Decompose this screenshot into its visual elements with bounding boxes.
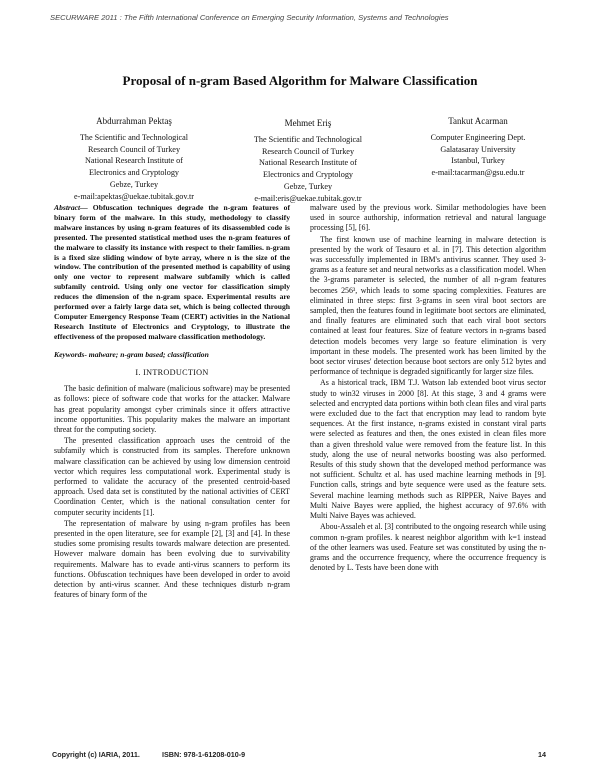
- author-block-2: [228, 118, 388, 205]
- author-block-3: [398, 116, 558, 179]
- author-affiliation-line: Electronics and Cryptology: [88, 168, 180, 178]
- abstract: [54, 203, 290, 342]
- footer-isbn: ISBN: 978-1-61208-010-9: [162, 750, 246, 759]
- right-column: [310, 203, 546, 574]
- author-name: Tankut Acarman: [448, 116, 508, 126]
- author-block-1: [54, 116, 214, 203]
- author-affiliation-line: Research Council of Turkey: [261, 146, 355, 156]
- author-email: e-mail:eris@uekae.tubitak.gov.tr: [254, 193, 362, 203]
- paragraph: As a historical track, IBM T.J. Watson lab extended boot virus sector study to win32 viruses in 2000 [8]. At this stage, 3 and 4 grams were selected and encrypted data portions within both clean files and viral parts were excluded due to the fact that encryption may lead to random byte sequences. At the first instance, n-grams existed in constant viral parts were selected as features and then, the ones existed in clean files more than a given threshold value were removed from the feature list. In this study, along the use of neural networks boosting was also performed. Results of this study shown that the developed method performance was not sufficient. Schultz et al. has used machine learning methods in [9]. Function calls, strings and byte sequence were used as the feature sets. Several machine learning methods such as RIPPER, Naive Bayes and Multi Naive Bayes were applied, the highest accuracy of 97.6% with Multi Naive Bayes was achieved.: [310, 378, 546, 521]
- paragraph: Abou-Assaleh et al. [3] contributed to the ongoing research while using common n-gram profiles. k nearest neighbor algorithm with k=1 instead of the other learners was used. Feature set was constituted by using the n-grams and the occurrence frequency, where the occurrence frequency is denoted by L. Tests have been done with: [310, 522, 546, 573]
- author-affiliation-line: Gebze, Turkey: [283, 181, 333, 191]
- author-affiliation-line: National Research Institute of: [259, 158, 357, 168]
- paper-title: Proposal of n-gram Based Algorithm for Malware Classification: [122, 73, 478, 88]
- author-email: e-mail:tacarman@gsu.edu.tr: [431, 168, 525, 178]
- paragraph: The representation of malware by using n-gram profiles has been presented in the open literature, see for example [2], [3] and [4]. In these studies some promising results towards malware detection are presented. However malware domain has been evolving due to survivability requirements. Malware has to evade anti-virus scanners to perform its functions. Obfuscation techniques have been developed in order to avoid detection by anti-virus scanner. And these techniques disturb n-gram features of binary form of the: [54, 518, 290, 600]
- author-affiliation-line: The Scientific and Technological: [79, 132, 189, 142]
- paragraph: The first known use of machine learning in malware detection is presented by the work of Tesauro et al. in [7]. This detection algorithm was successfully implemented in IBM's antivirus scanner. They used 3-grams as a feature set and neural networks as a classification model. When the 3-grams parameter is selected, the number of all n-gram features becomes 256³, which leads to some spacing complexities. Features are eliminated in three steps: first 3-grams in seen viral boot sectors are sampled, then the features found in legitimate boot sectors are eliminated, and finally features are eliminated such that each viral boot sectors contained at least four features. Size of feature vectors in n-grams based detection models becomes very large so feature elimination is very important in these models. The presented work has been limited by the boot sector viruses' detection because boot sectors are only 512 bytes and performance of technique is degraded significantly for larger size files.: [310, 234, 546, 377]
- author-affiliation-line: Research Council of Turkey: [87, 144, 181, 154]
- author-affiliation-line: The Scientific and Technological: [253, 134, 363, 144]
- left-column: [54, 203, 290, 601]
- author-name: Mehmet Eriş: [284, 118, 332, 128]
- paragraph: The basic definition of malware (malicious software) may be presented as follows: piece of software code that works for the attacker. Malware has great popularity amongst cyber criminals since it offers attractive income opportunities. This popularity makes the malware an important threat for the computing society.: [54, 384, 290, 434]
- footer-copyright: Copyright (c) IARIA, 2011.: [52, 750, 140, 759]
- author-affiliation-line: Galatasaray University: [440, 144, 516, 154]
- paragraph: malware used by the previous work. Similar methodologies have been used in source authorship, information retrieval and natural language processing [5], [6].: [310, 203, 546, 233]
- author-affiliation-line: Electronics and Cryptology: [262, 170, 354, 180]
- paragraph: The presented classification approach uses the centroid of the subfamily which is constructed from its samples. Therefore unknown malware classification can be achieved by using low dimension centroid vector which requires less computational work. Experimental study is performed to validate the accuracy of the presented centroid-based approach. Used data set is constituted by the national activities of CERT Coordination Center, which is the national consultation center for computer security incidents [1].: [54, 436, 290, 517]
- footer-page-number: 14: [538, 750, 546, 759]
- author-affiliation-line: Computer Engineering Dept.: [430, 132, 526, 142]
- author-affiliation-line: Gebze, Turkey: [109, 179, 159, 189]
- author-name: Abdurrahman Pektaş: [96, 116, 172, 126]
- section-heading: I. INTRODUCTION: [135, 367, 209, 377]
- abstract-label: Abstract—: [54, 203, 88, 212]
- keywords: Keywords- malware; n-gram based; classification: [54, 349, 209, 359]
- author-email: e-mail:apektas@uekae.tubitak.gov.tr: [74, 191, 194, 201]
- author-affiliation-line: Istanbul, Turkey: [451, 156, 505, 166]
- author-affiliation-line: National Research Institute of: [85, 156, 183, 166]
- abstract-text: Obfuscation techniques degrade the n-gram features of binary form of the malware. In this study, methodology to classify malware instances by using n-gram features of its disassembled code is presented. The presented statistical method uses the n-gram features of the malware to classify its instance with respect to their families. n-gram is a fixed size sliding window of byte array, where n is the size of the window. The contribution of the presented method is capability of using only one vector to represent malware subfamily which is called subfamily centroid. Using only one vector for classification simply reduces the dimension of the n-gram space. Experimental results are performed over a fairly large data set, which is being collected through Computer Emergency Response Team (CERT) activities in the National Research Institute of Electronics and Cryptology, to illustrate the effectiveness of the proposed malware classification methodology.: [54, 203, 290, 341]
- running-header: SECURWARE 2011 : The Fifth International Conference on Emerging Security Information, Systems and Technologies: [50, 13, 449, 22]
